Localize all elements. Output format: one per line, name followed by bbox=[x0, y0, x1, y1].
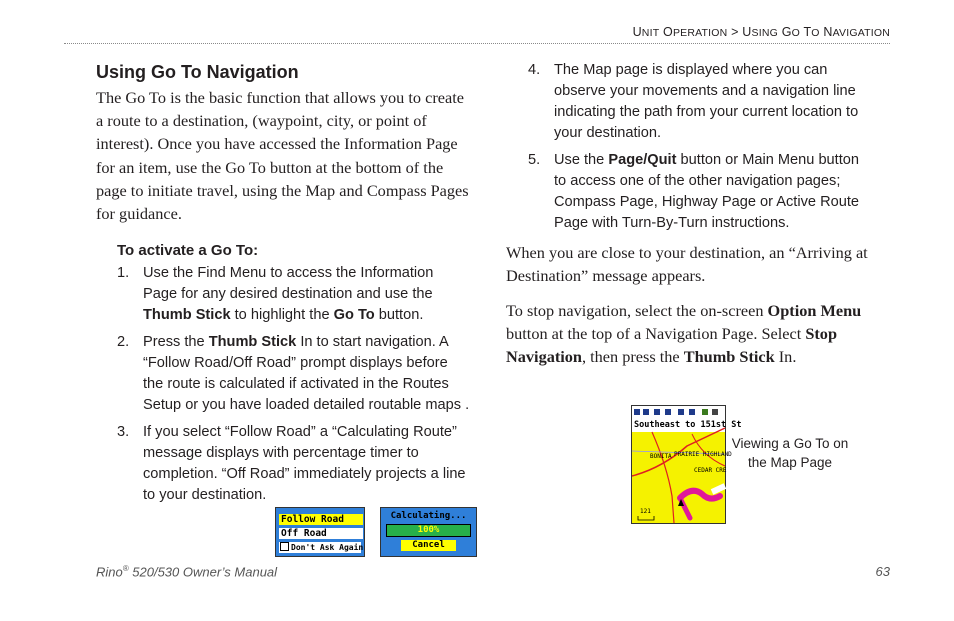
map-page-screen bbox=[631, 405, 742, 524]
progress-bar: 100% bbox=[386, 524, 471, 537]
map-scale: 121 bbox=[640, 508, 651, 515]
follow-road-prompt-screen bbox=[275, 507, 365, 557]
calculating-route-screen bbox=[380, 507, 477, 557]
dont-ask-again-option: Don't Ask Again bbox=[279, 542, 361, 553]
map-label-prairie: PRAIRIE HIGHLAND bbox=[674, 451, 732, 458]
intro-paragraph: The Go To is the basic function that allows you to create a route to a destination, (waypoint, city, or point of interest). Once you have accessed the Information Page for an item, use the Go To button at the bottom of the page to initiate travel, using the Map and Compass Pages for guidance. bbox=[96, 88, 469, 224]
stop-navigation-paragraph: To stop navigation, select the on-screen Option Menu button at the top of a Navigation Page. Select Stop Navigation, then press the Thumb Stick In. bbox=[506, 301, 862, 367]
header-rule bbox=[64, 43, 890, 44]
section-title: Using Go To Navigation bbox=[96, 62, 299, 82]
map-caption: Viewing a Go To on the Map Page bbox=[731, 436, 849, 470]
map-destination-label: Southeast to 151st St bbox=[634, 420, 742, 430]
follow-road-option: Follow Road bbox=[279, 514, 363, 525]
page-number: 63 bbox=[875, 564, 890, 579]
off-road-option: Off Road bbox=[279, 528, 363, 539]
calculating-title: Calculating... bbox=[390, 511, 467, 521]
arriving-paragraph: When you are close to your destination, an “Arriving at Destination” message appears. bbox=[506, 243, 868, 286]
procedure-heading: To activate a Go To: bbox=[117, 242, 259, 259]
running-header: UNIT OPERATION > USING GO TO NAVIGATION bbox=[632, 25, 890, 39]
footer-manual-title: Rino® 520/530 Owner’s Manual bbox=[96, 564, 278, 580]
map-label-bonita: BONITA bbox=[650, 453, 672, 460]
map-label-cedar: CEDAR CRE bbox=[694, 467, 727, 474]
cancel-button: Cancel bbox=[401, 540, 456, 551]
checkbox-icon bbox=[280, 542, 289, 551]
